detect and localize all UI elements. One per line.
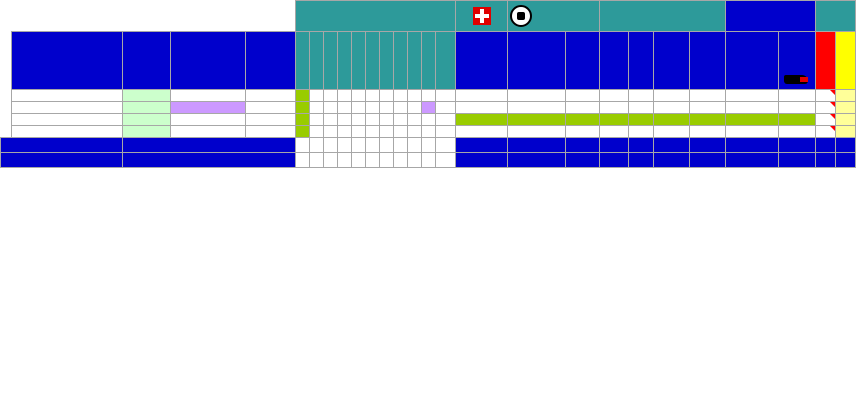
foot-goals-header [600, 31, 629, 89]
yellow-cards-cell [836, 89, 856, 101]
avg-assists-season [779, 152, 816, 167]
licence-number [1, 101, 12, 113]
total-assists-season [779, 137, 816, 152]
foot-goals-cell [600, 113, 629, 125]
total-cell [408, 137, 422, 152]
foot-goals-cell [600, 89, 629, 101]
page-title [1, 1, 296, 32]
total-cell [366, 137, 380, 152]
linesman-header [408, 31, 422, 89]
average-cell [394, 152, 408, 167]
head-goals-header [629, 31, 654, 89]
not-convened-header [324, 31, 338, 89]
red-cards-cell [816, 101, 836, 113]
yellow-cards-header [836, 31, 856, 89]
average-cell [366, 152, 380, 167]
injured-cell [380, 101, 394, 113]
not-convened-cell [324, 89, 338, 101]
played-cell [296, 101, 310, 113]
forbidden-cell [338, 113, 352, 125]
coach-header [394, 31, 408, 89]
total-yellow-cards [836, 137, 856, 152]
penalty-goals-cell [690, 89, 726, 101]
yellow-cards-cell [836, 125, 856, 137]
penalty-goals-cell [690, 113, 726, 125]
assists-season-cell [779, 101, 816, 113]
avg-yellow-cards [836, 152, 856, 167]
total-foot-goals [600, 137, 629, 152]
goals-last-match-cell [508, 101, 566, 113]
total-assists-last-match [726, 137, 779, 152]
yellow-cards-cell [836, 113, 856, 125]
total-cell [422, 137, 436, 152]
coach-cell [394, 89, 408, 101]
penalty-goals-cell [690, 125, 726, 137]
injury-header-cell [456, 1, 508, 32]
avg-injury-exits [456, 152, 508, 167]
played-cell [296, 125, 310, 137]
player-position [246, 101, 296, 113]
assists-season-cell [779, 89, 816, 101]
player-name [12, 113, 123, 125]
total-penalty-goals [690, 137, 726, 152]
not-convened-cell [324, 113, 338, 125]
assists-season-cell [779, 125, 816, 137]
linesman-cell [408, 125, 422, 137]
player-position [246, 125, 296, 137]
cards-header [816, 1, 856, 32]
total-cell [352, 137, 366, 152]
suspended-cell [352, 113, 366, 125]
not-selected-cell [310, 89, 324, 101]
seniority-cell [436, 89, 456, 101]
goals-season-cell [566, 89, 600, 101]
average-cell [296, 152, 310, 167]
injured-cell [380, 125, 394, 137]
average-cell [436, 152, 456, 167]
played-cell [296, 89, 310, 101]
not-convened-cell [324, 101, 338, 113]
football-icon [510, 5, 532, 27]
season-header [296, 1, 456, 32]
penalty-goals-header [690, 31, 726, 89]
average-cell [422, 152, 436, 167]
player-name [12, 125, 123, 137]
goals-season-cell [566, 101, 600, 113]
assists-season-header [779, 31, 816, 89]
player-status [123, 101, 171, 113]
free-kick-goals-header [654, 31, 690, 89]
seniority-cell [436, 125, 456, 137]
assists-last-match-cell [726, 113, 779, 125]
linesman-cell [408, 101, 422, 113]
injured-header [380, 31, 394, 89]
coach-cell [394, 101, 408, 113]
coach-cell [394, 113, 408, 125]
injury-exits-cell [456, 113, 508, 125]
free-kick-goals-cell [654, 113, 690, 125]
unavailable-cell [366, 125, 380, 137]
forbidden-cell [338, 89, 352, 101]
licence-number [1, 113, 12, 125]
injury-exits-cell [456, 101, 508, 113]
free-kick-goals-cell [654, 89, 690, 101]
average-cell [408, 152, 422, 167]
status-header [123, 31, 171, 89]
total-cell [394, 137, 408, 152]
goals-last-match-header [508, 31, 566, 89]
player-name-header [12, 31, 123, 89]
penalty-goals-cell [690, 101, 726, 113]
total-cell [324, 137, 338, 152]
unavailable-cell [366, 101, 380, 113]
match-comment [171, 89, 246, 101]
goals-detail-header [600, 1, 726, 32]
player-status [123, 113, 171, 125]
avg-red-cards [816, 152, 836, 167]
licence-number [1, 125, 12, 137]
not-selected-header [310, 31, 324, 89]
suspended-header [352, 31, 366, 89]
yellow-cards-cell [836, 101, 856, 113]
avg-penalty-goals [690, 152, 726, 167]
head-goals-cell [629, 101, 654, 113]
injury-exits-header [456, 31, 508, 89]
red-cards-cell [816, 113, 836, 125]
player-stats-table [0, 0, 856, 168]
totals-label [1, 137, 123, 152]
licence-number [1, 89, 12, 101]
foot-goals-cell [600, 125, 629, 137]
total-cell [380, 137, 394, 152]
goals-season-cell [566, 125, 600, 137]
avg-free-kick-goals [654, 152, 690, 167]
average-cell [338, 152, 352, 167]
goals-header [508, 1, 600, 32]
player-position [246, 89, 296, 101]
table-row [1, 101, 856, 113]
assists-header [726, 1, 816, 32]
average-cell [380, 152, 394, 167]
player-status [123, 89, 171, 101]
injury-exits-cell [456, 89, 508, 101]
forbidden-cell [338, 125, 352, 137]
head-goals-cell [629, 125, 654, 137]
table-row [1, 113, 856, 125]
not-selected-cell [310, 101, 324, 113]
referee-cell [422, 89, 436, 101]
linesman-cell [408, 89, 422, 101]
foot-goals-cell [600, 101, 629, 113]
not-convened-cell [324, 125, 338, 137]
red-cards-cell [816, 125, 836, 137]
comment-header [171, 31, 246, 89]
position-header [246, 31, 296, 89]
assists-last-match-cell [726, 89, 779, 101]
total-goals-season [566, 137, 600, 152]
seniority-cell [436, 113, 456, 125]
average-cell [352, 152, 366, 167]
referee-cell [422, 101, 436, 113]
avg-goals-last-match [508, 152, 566, 167]
suspended-cell [352, 125, 366, 137]
goals-last-match-cell [508, 113, 566, 125]
referee-header [422, 31, 436, 89]
head-goals-cell [629, 113, 654, 125]
player-position [246, 113, 296, 125]
seniority-header [436, 31, 456, 89]
avg-foot-goals [600, 152, 629, 167]
suspended-cell [352, 89, 366, 101]
avg-assists-last-match [726, 152, 779, 167]
played-header [296, 31, 310, 89]
totals-info [123, 137, 296, 152]
unavailable-header [366, 31, 380, 89]
match-comment [171, 113, 246, 125]
unavailable-cell [366, 113, 380, 125]
total-cell [310, 137, 324, 152]
total-cell [436, 137, 456, 152]
red-cards-header [816, 31, 836, 89]
avg-head-goals [629, 152, 654, 167]
free-kick-goals-cell [654, 101, 690, 113]
not-selected-cell [310, 125, 324, 137]
total-red-cards [816, 137, 836, 152]
player-name [12, 101, 123, 113]
injury-exits-cell [456, 125, 508, 137]
forbidden-cell [338, 101, 352, 113]
seniority-cell [436, 101, 456, 113]
free-kick-goals-cell [654, 125, 690, 137]
match-comment [171, 101, 246, 113]
average-cell [324, 152, 338, 167]
table-row [1, 125, 856, 137]
not-selected-cell [310, 113, 324, 125]
football-boot-icon [782, 73, 812, 87]
assists-last-match-cell [726, 101, 779, 113]
total-free-kick-goals [654, 137, 690, 152]
player-status [123, 125, 171, 137]
goals-last-match-cell [508, 89, 566, 101]
player-name [12, 89, 123, 101]
injured-cell [380, 113, 394, 125]
forbidden-header [338, 31, 352, 89]
match-comment [171, 125, 246, 137]
red-cards-cell [816, 89, 836, 101]
goals-last-match-cell [508, 125, 566, 137]
assists-last-match-cell [726, 125, 779, 137]
unavailable-cell [366, 89, 380, 101]
assists-last-match-header [726, 31, 779, 89]
goals-season-cell [566, 113, 600, 125]
average-cell [310, 152, 324, 167]
total-head-goals [629, 137, 654, 152]
total-goals-last-match [508, 137, 566, 152]
suspended-cell [352, 101, 366, 113]
coach-cell [394, 125, 408, 137]
red-cross-icon [473, 7, 491, 25]
referee-cell [422, 113, 436, 125]
assists-season-cell [779, 113, 816, 125]
licence-header [1, 31, 12, 89]
table-row [1, 89, 856, 101]
injured-cell [380, 89, 394, 101]
referee-cell [422, 125, 436, 137]
total-cell [296, 137, 310, 152]
head-goals-cell [629, 89, 654, 101]
averages-info [123, 152, 296, 167]
played-cell [296, 113, 310, 125]
averages-label [1, 152, 123, 167]
avg-goals-season [566, 152, 600, 167]
linesman-cell [408, 113, 422, 125]
total-injury-exits [456, 137, 508, 152]
total-cell [338, 137, 352, 152]
goals-season-header [566, 31, 600, 89]
